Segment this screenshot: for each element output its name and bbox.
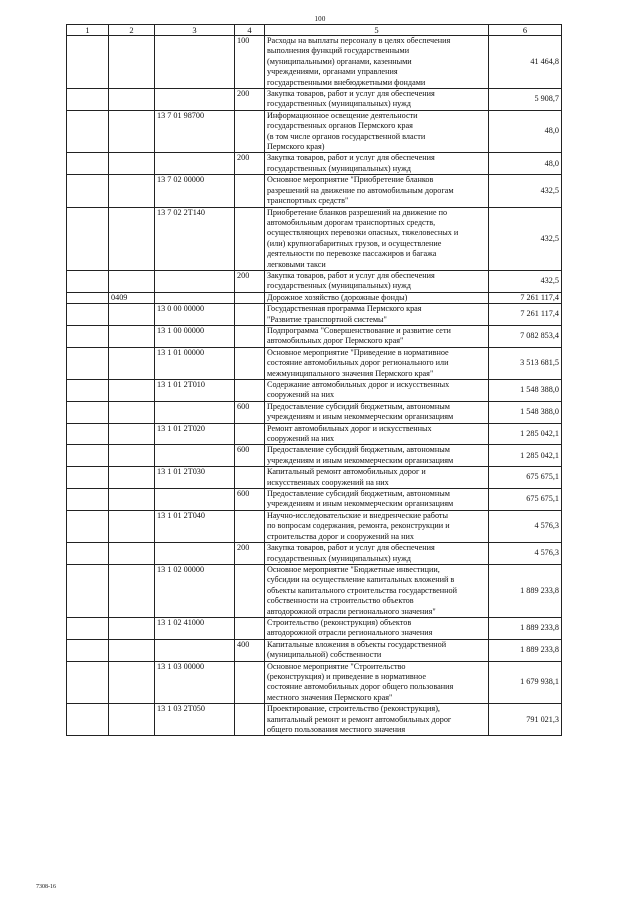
article-code-cell: 13 7 02 2Т140 [155,207,235,270]
row-number-cell [67,639,109,661]
row-number-cell [67,175,109,207]
amount-cell: 4 576,3 [489,543,562,565]
row-number-cell [67,423,109,445]
section-code-cell [109,489,155,511]
article-code-cell [155,543,235,565]
article-code-cell: 13 1 01 2Т020 [155,423,235,445]
page-number: 100 [314,15,326,23]
section-code-cell [109,510,155,542]
column-number-header: 5 [265,25,489,36]
section-code-cell [109,347,155,379]
row-number-cell [67,110,109,153]
description-cell: Строительство (реконструкция) объектов автодорожной отрасли регионального значения [265,617,489,639]
amount-cell: 48,0 [489,153,562,175]
row-number-cell [67,207,109,270]
article-code-cell: 13 7 01 98700 [155,110,235,153]
description-cell: Основное мероприятие "Приобретение бланков разрешений на движение по автомобильным дорогам транспортных средств" [265,175,489,207]
description-cell: Дорожное хозяйство (дорожные фонды) [265,292,489,303]
expense-type-cell [235,347,265,379]
expense-type-cell [235,207,265,270]
expense-type-cell [235,304,265,326]
section-code-cell [109,661,155,704]
amount-cell: 1 285 042,1 [489,423,562,445]
section-code-cell [109,36,155,89]
row-number-cell [67,380,109,402]
amount-cell: 791 021,3 [489,704,562,736]
expense-type-cell [235,110,265,153]
amount-cell: 5 908,7 [489,89,562,111]
section-code-cell [109,543,155,565]
expense-type-cell: 200 [235,89,265,111]
article-code-cell [155,270,235,292]
amount-cell: 1 679 938,1 [489,661,562,704]
section-code-cell: 0409 [109,292,155,303]
section-code-cell [109,325,155,347]
amount-cell: 675 675,1 [489,489,562,511]
expense-type-cell: 200 [235,270,265,292]
description-cell: Предоставление субсидий бюджетным, автономным учреждениям и иным некоммерческим организациям [265,445,489,467]
column-number-header-row [67,25,562,36]
document-code: 7308-16 [36,884,56,890]
amount-cell: 1 285 042,1 [489,445,562,467]
table-row [67,510,562,542]
description-cell: Ремонт автомобильных дорог и искусственных сооружений на них [265,423,489,445]
column-number-header: 4 [235,25,265,36]
expense-type-cell [235,423,265,445]
row-number-cell [67,661,109,704]
description-cell: Предоставление субсидий бюджетным, автономным учреждениям и иным некоммерческим организациям [265,401,489,423]
article-code-cell: 13 1 00 00000 [155,325,235,347]
section-code-cell [109,304,155,326]
expense-type-cell: 100 [235,36,265,89]
row-number-cell [67,153,109,175]
amount-cell: 7 261 117,4 [489,292,562,303]
description-cell: Приобретение бланков разрешений на движение по автомобильным дорогам транспортных средств, осуществляющих перевозки опасных, тяжеловесных и (или) крупногабаритных грузов, и осуществление деятельности по перевозке пассажиров и багажа легковыми такси [265,207,489,270]
row-number-cell [67,489,109,511]
expense-type-cell [235,617,265,639]
article-code-cell [155,153,235,175]
expense-type-cell [235,564,265,617]
row-number-cell [67,325,109,347]
column-number-header: 3 [155,25,235,36]
description-cell: Информационное освещение деятельности государственных органов Пермского края (в том числе органов государственной власти Пермского края) [265,110,489,153]
description-cell: Предоставление субсидий бюджетным, автономным учреждениям и иным некоммерческим организациям [265,489,489,511]
table-row [67,153,562,175]
section-code-cell [109,445,155,467]
amount-cell: 1 889 233,8 [489,617,562,639]
table-row [67,304,562,326]
article-code-cell: 13 1 01 00000 [155,347,235,379]
article-code-cell [155,489,235,511]
amount-cell: 7 082 853,4 [489,325,562,347]
expense-type-cell: 400 [235,639,265,661]
column-number-header: 1 [67,25,109,36]
table-row [67,467,562,489]
description-cell: Закупка товаров, работ и услуг для обеспечения государственных (муниципальных) нужд [265,543,489,565]
expense-type-cell [235,467,265,489]
expense-type-cell [235,175,265,207]
expense-type-cell [235,325,265,347]
row-number-cell [67,304,109,326]
description-cell: Государственная программа Пермского края "Развитие транспортной системы" [265,304,489,326]
column-number-header: 2 [109,25,155,36]
amount-cell: 4 576,3 [489,510,562,542]
table-row [67,661,562,704]
table-row [67,543,562,565]
table-row [67,175,562,207]
table-row [67,445,562,467]
amount-cell: 41 464,8 [489,36,562,89]
column-number-header: 6 [489,25,562,36]
article-code-cell [155,401,235,423]
article-code-cell [155,292,235,303]
section-code-cell [109,153,155,175]
article-code-cell: 13 1 01 2Т040 [155,510,235,542]
amount-cell: 3 513 681,5 [489,347,562,379]
row-number-cell [67,270,109,292]
section-code-cell [109,423,155,445]
description-cell: Научно-исследовательские и внедренческие работы по вопросам содержания, ремонта, реконструкции и строительства дорог и сооружений на них [265,510,489,542]
section-code-cell [109,89,155,111]
table-row [67,89,562,111]
description-cell: Расходы на выплаты персоналу в целях обеспечения выполнения функций государственными (муниципальными) органами, казенными учреждениями, органами управления государственными внебюджетными фондами [265,36,489,89]
table-row [67,292,562,303]
section-code-cell [109,467,155,489]
section-code-cell [109,704,155,736]
description-cell: Проектирование, строительство (реконструкция), капитальный ремонт и ремонт автомобильных дорог общего пользования местного значения [265,704,489,736]
description-cell: Капитальный ремонт автомобильных дорог и искусственных сооружений на них [265,467,489,489]
expense-type-cell [235,380,265,402]
table-row [67,639,562,661]
article-code-cell: 13 1 03 2Т050 [155,704,235,736]
section-code-cell [109,564,155,617]
expense-type-cell: 200 [235,153,265,175]
article-code-cell [155,36,235,89]
table-row [67,36,562,89]
amount-cell: 432,5 [489,270,562,292]
description-cell: Капитальные вложения в объекты государственной (муниципальной) собственности [265,639,489,661]
amount-cell: 432,5 [489,207,562,270]
expense-type-cell: 600 [235,445,265,467]
row-number-cell [67,347,109,379]
row-number-cell [67,36,109,89]
table-row [67,617,562,639]
section-code-cell [109,380,155,402]
description-cell: Основное мероприятие "Приведение в нормативное состояние автомобильных дорог регионального или межмуниципального значения Пермского края" [265,347,489,379]
row-number-cell [67,401,109,423]
amount-cell: 675 675,1 [489,467,562,489]
table-row [67,110,562,153]
description-cell: Закупка товаров, работ и услуг для обеспечения государственных (муниципальных) нужд [265,270,489,292]
article-code-cell: 13 1 03 00000 [155,661,235,704]
article-code-cell: 13 0 00 00000 [155,304,235,326]
table-row [67,380,562,402]
section-code-cell [109,110,155,153]
row-number-cell [67,510,109,542]
amount-cell: 1 548 388,0 [489,401,562,423]
amount-cell: 1 889 233,8 [489,564,562,617]
article-code-cell [155,89,235,111]
table-row [67,704,562,736]
table-row [67,564,562,617]
description-cell: Подпрограмма "Совершенствование и развитие сети автомобильных дорог Пермского края" [265,325,489,347]
row-number-cell [67,564,109,617]
amount-cell: 7 261 117,4 [489,304,562,326]
expense-type-cell [235,704,265,736]
row-number-cell [67,89,109,111]
row-number-cell [67,704,109,736]
table-row [67,207,562,270]
section-code-cell [109,617,155,639]
expense-type-cell: 600 [235,489,265,511]
table-row [67,401,562,423]
section-code-cell [109,270,155,292]
expense-type-cell: 200 [235,543,265,565]
description-cell: Основное мероприятие "Бюджетные инвестиции, субсидии на осуществление капитальных вложений в объекты капитального строительства государственной собственности на строительство объектов автодорожной отрасли регионального значения" [265,564,489,617]
article-code-cell: 13 1 01 2Т030 [155,467,235,489]
expense-type-cell [235,510,265,542]
row-number-cell [67,292,109,303]
amount-cell: 432,5 [489,175,562,207]
description-cell: Закупка товаров, работ и услуг для обеспечения государственных (муниципальных) нужд [265,153,489,175]
expense-type-cell: 600 [235,401,265,423]
row-number-cell [67,467,109,489]
section-code-cell [109,207,155,270]
table-row [67,347,562,379]
row-number-cell [67,617,109,639]
description-cell: Закупка товаров, работ и услуг для обеспечения государственных (муниципальных) нужд [265,89,489,111]
expense-type-cell [235,661,265,704]
row-number-cell [67,543,109,565]
amount-cell: 48,0 [489,110,562,153]
table-row [67,270,562,292]
description-cell: Основное мероприятие "Строительство (реконструкция) и приведение в нормативное состояние автомобильных дорог общего пользования местного значения Пермского края" [265,661,489,704]
section-code-cell [109,639,155,661]
budget-table-body [67,25,562,736]
amount-cell: 1 889 233,8 [489,639,562,661]
expense-type-cell [235,292,265,303]
article-code-cell: 13 7 02 00000 [155,175,235,207]
table-row [67,489,562,511]
article-code-cell: 13 1 02 00000 [155,564,235,617]
section-code-cell [109,401,155,423]
row-number-cell [67,445,109,467]
article-code-cell [155,445,235,467]
section-code-cell [109,175,155,207]
article-code-cell: 13 1 01 2Т010 [155,380,235,402]
table-row [67,423,562,445]
article-code-cell: 13 1 02 41000 [155,617,235,639]
budget-table [66,24,562,736]
description-cell: Содержание автомобильных дорог и искусственных сооружений на них [265,380,489,402]
table-row [67,325,562,347]
amount-cell: 1 548 388,0 [489,380,562,402]
article-code-cell [155,639,235,661]
